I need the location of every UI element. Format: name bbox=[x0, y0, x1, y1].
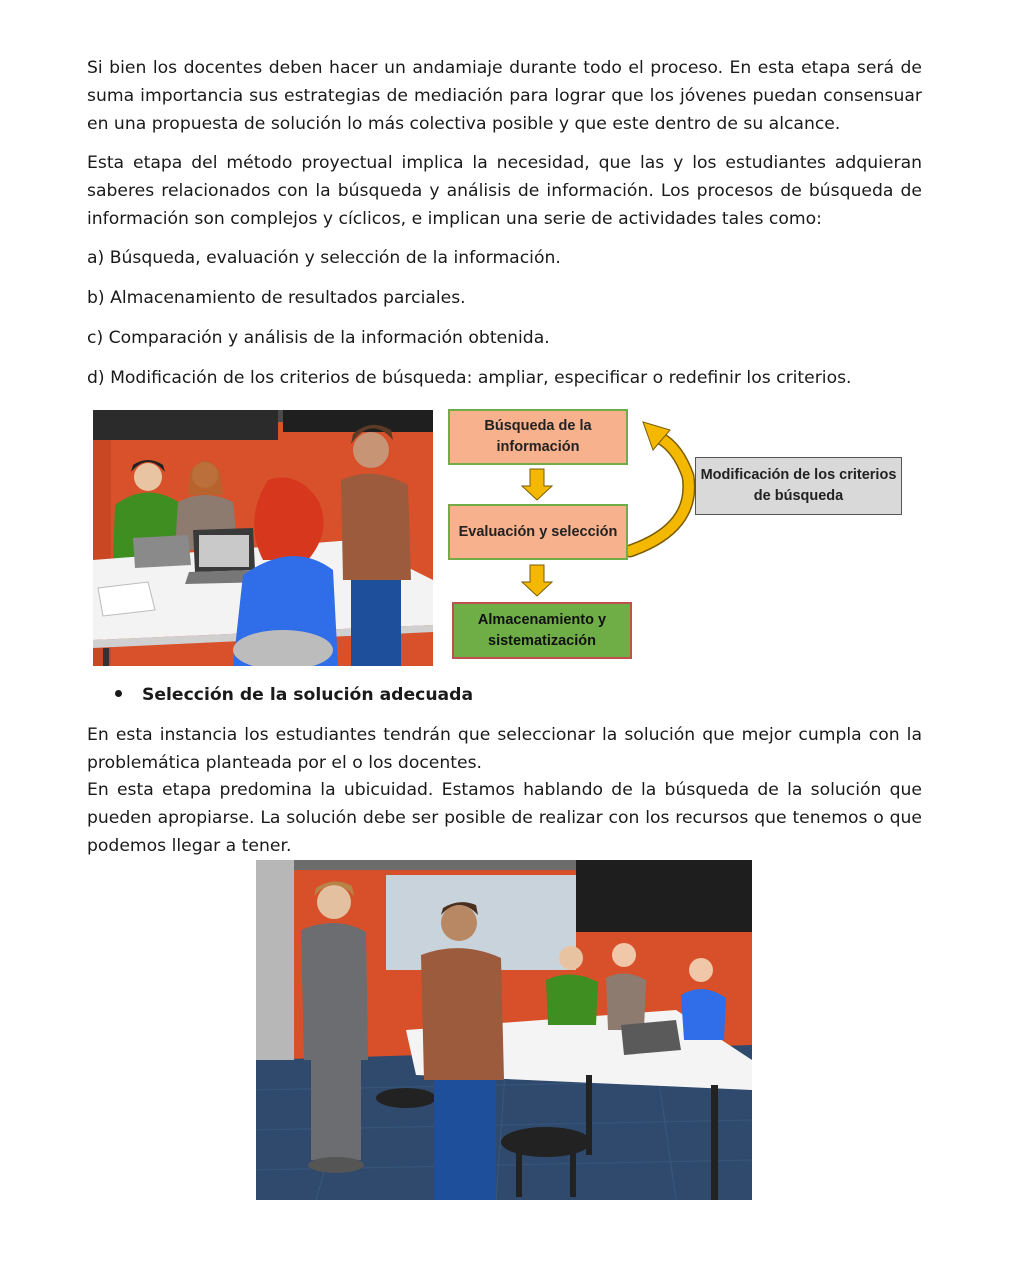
list-item: c) Comparación y análisis de la información obtenida. bbox=[87, 328, 550, 348]
paragraph-ubiquity: En esta etapa predomina la ubicuidad. Estamos hablando de la búsqueda de la solución que pueden apropiarse. La solución debe ser posible de realizar con los recursos que tenemos o que podemos llegar a tener. bbox=[87, 780, 922, 856]
search-process-diagram bbox=[448, 408, 908, 663]
flow-box-search: Búsqueda de la información bbox=[448, 409, 628, 465]
flow-box-criteria: Modificación de los criterios de búsqueda bbox=[695, 457, 902, 515]
list-item: b) Almacenamiento de resultados parciales. bbox=[87, 288, 466, 308]
flow-box-storage: Almacenamiento y sistematización bbox=[452, 602, 632, 659]
classroom-photo bbox=[93, 410, 433, 666]
paragraph-method: Esta etapa del método proyectual implica la necesidad, que las y los estudiantes adquieran saberes relacionados con la búsqueda y análisis de información. Los procesos de búsqueda de información son complejos y cíclicos, e implican una serie de actividades tales como: bbox=[87, 153, 922, 229]
section-title: Selección de la solución adecuada bbox=[115, 681, 473, 709]
paragraph-selection: En esta instancia los estudiantes tendrán que seleccionar la solución que mejor cumpla con la problemática planteada por el o los docentes. bbox=[87, 725, 922, 773]
classroom-teacher-photo bbox=[256, 860, 752, 1200]
flow-box-evaluation: Evaluación y selección bbox=[448, 504, 628, 560]
list-item: d) Modificación de los criterios de búsqueda: ampliar, especificar o redefinir los criterios. bbox=[87, 368, 852, 388]
paragraph-intro: Si bien los docentes deben hacer un andamiaje durante todo el proceso. En esta etapa será de suma importancia sus estrategias de mediación para lograr que los jóvenes puedan consensuar en una propuesta de solución lo más colectiva posible y que este dentro de su alcance. bbox=[87, 58, 922, 134]
list-item: a) Búsqueda, evaluación y selección de la información. bbox=[87, 248, 561, 268]
bullet-icon bbox=[115, 690, 122, 697]
